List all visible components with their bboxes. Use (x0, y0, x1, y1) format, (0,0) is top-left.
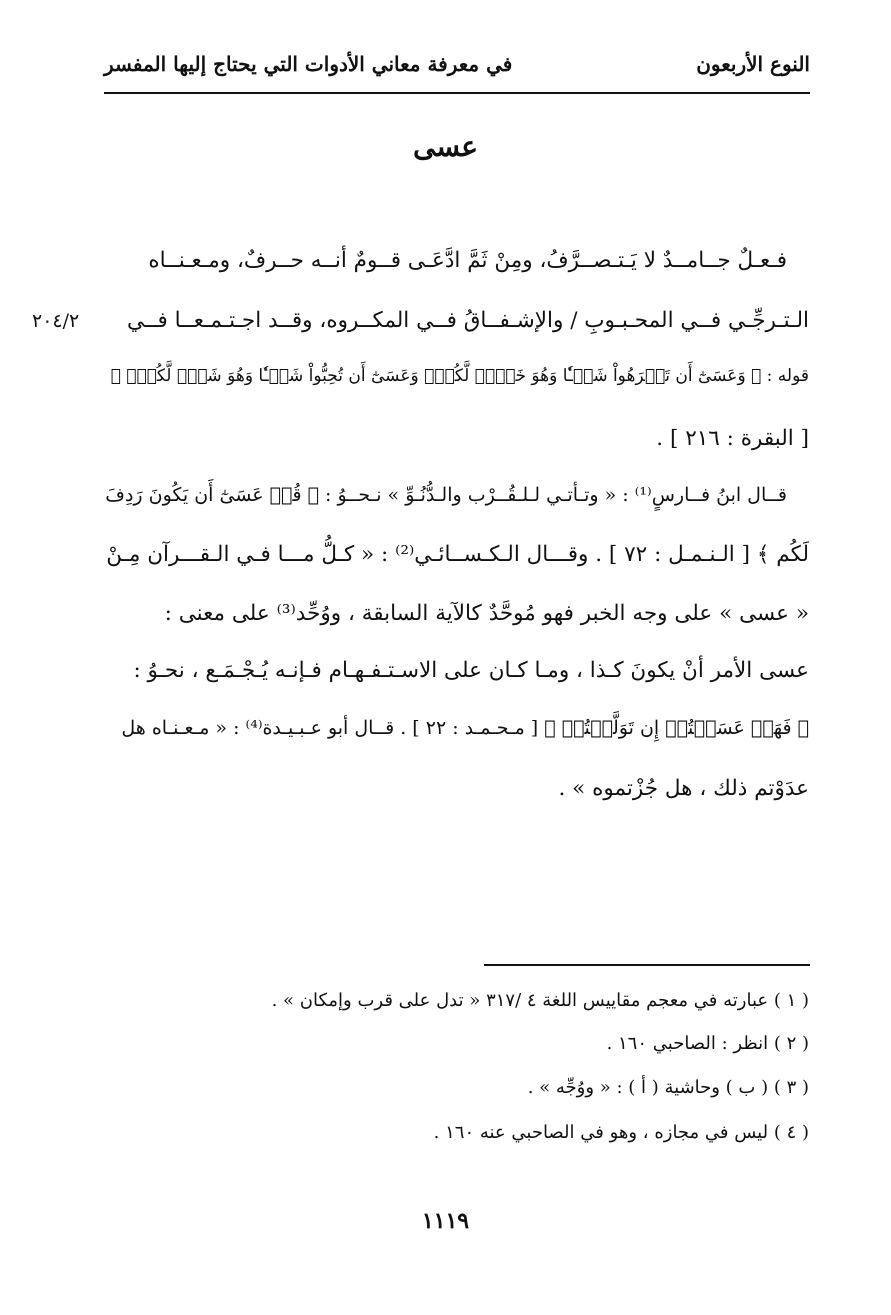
footnote-2: ( ٢ ) انظر : الصاحبي ١٦٠ . (606, 1033, 809, 1054)
footnote-1: ( ١ ) عبارته في معجم مقاييس اللغة ٤ /٣١٧ « تدل على قرب وإمكان » . (271, 990, 809, 1011)
body-line-7: « عسى » على وجه الخبر فهو مُوحَّدٌ كالآية السابقة ، ووُحِّد⁽³⁾ على معنى : (164, 601, 809, 626)
body-line-5: قــال ابنُ فــارسٍ⁽¹⁾ : « وتـأتـي لـلـقُــرْب والـدُّنُـوِّ » نـحــوُ : ﴿ قُلۡ عَسَىٰٓ أَن يَكُونَ رَدِفَ (105, 484, 787, 506)
footnote-4: ( ٤ ) ليس في مجازه ، وهو في الصاحبي عنه ١٦٠ . (433, 1122, 809, 1143)
header-section-name: النوع الأربعون (696, 52, 810, 76)
body-line-4: [ البقرة : ٢١٦ ] . (656, 426, 809, 451)
page-number: ١١١٩ (421, 1208, 470, 1234)
margin-page-ref: ٢٠٤/٢ (32, 310, 80, 332)
body-line-6: لَكُم ﴾ [ الـنـمـل : ٧٢ ] . وقـــال الـكـســائـي⁽²⁾ : « كـلُّ مـــا فـي الـقـــرآن مِـنْ (106, 542, 809, 567)
body-line-8: عسى الأمر أنْ يكونَ كـذا ، ومـا كـان على الاسـتـفـهـام فـإنـه يُـجْـمَـع ، نحـوُ : (133, 658, 809, 683)
body-line-2: الـتـرجِّـي فــي المحـبـوبِ / والإشـفــاقُ فــي المكــروه، وقــد اجـتـمـعــا فــي (126, 308, 809, 333)
body-line-1: فـعـلٌ جــامــدٌ لا يَـتـصــرَّفُ، ومِنْ ثَمَّ ادَّعَـى قــومٌ أنــه حــرفٌ، ومـعـنــاه (148, 248, 787, 273)
footnote-3: ( ٣ ) ( ب ) وحاشية ( أ ) : « ووُجِّه » . (527, 1077, 809, 1098)
body-line-3: قوله : ﴿ وَعَسَىٰٓ أَن تَكۡرَهُواْ شَيۡـٔٗا وَهُوَ خَيۡرٞ لَّكُمۡۖ وَعَسَىٰٓ أَن تُحِبُّواْ شَيۡـٔٗا وَهُوَ شَرّٞ لَّكُمۡۚ ﴾ (110, 366, 809, 386)
entry-title: عسى (412, 130, 479, 163)
body-line-10: عدَوْتم ذلك ، هل جُزْتموه » . (558, 776, 809, 801)
running-header (104, 52, 810, 94)
header-book-title: في معرفة معاني الأدوات التي يحتاج إليها المفسر (104, 52, 513, 76)
footnote-separator (484, 964, 810, 966)
body-line-9: ﴿ فَهَلۡ عَسَيۡتُمۡ إِن تَوَلَّيۡتُمۡ ﴾ [ مـحـمـد : ٢٢ ] . قــال أبو عـبـيـدة⁽⁴⁾ : « مـعـنـاه هل (121, 717, 809, 739)
